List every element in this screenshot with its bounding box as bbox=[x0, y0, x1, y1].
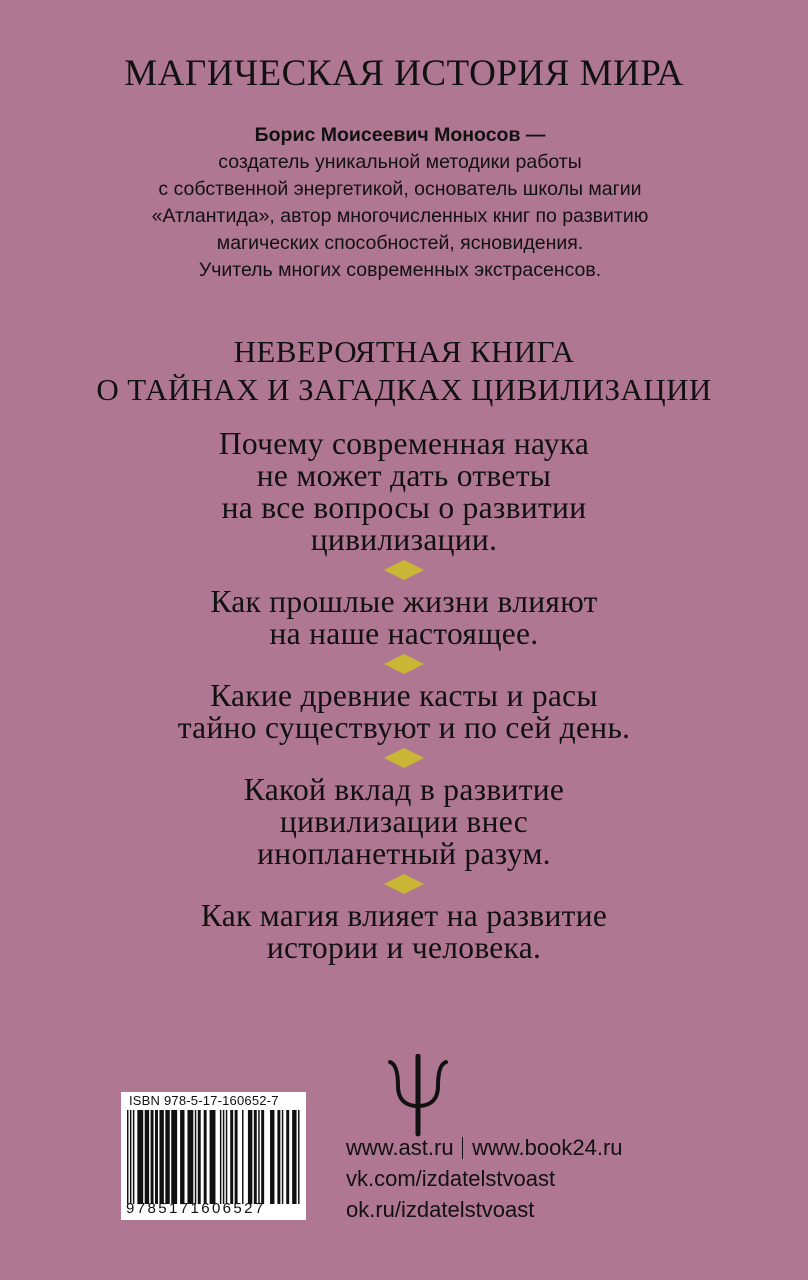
barcode-bar bbox=[210, 1110, 216, 1204]
question-line: инопланетный разум. bbox=[257, 836, 551, 871]
diamond-separator-icon bbox=[384, 560, 424, 580]
barcode-bar bbox=[165, 1110, 169, 1204]
divider bbox=[462, 1137, 464, 1159]
diamond-separator-icon bbox=[384, 654, 424, 674]
question-line: на все вопросы о развитии bbox=[221, 490, 587, 525]
author-name: Борис Моисеевич Моносов — bbox=[254, 124, 546, 146]
question-line: на наше настоящее. bbox=[269, 616, 539, 651]
publisher-links bbox=[346, 1132, 623, 1225]
question-item bbox=[0, 680, 808, 744]
barcode-bar bbox=[145, 1110, 149, 1204]
author-bio-line: с собственной энергетикой, основатель школы магии bbox=[158, 178, 642, 200]
barcode-bar bbox=[171, 1110, 177, 1204]
barcode-bar bbox=[286, 1110, 289, 1204]
headline-line: О ТАЙНАХ И ЗАГАДКАХ ЦИВИЛИЗАЦИИ bbox=[96, 372, 712, 407]
website-ast-link[interactable]: www.ast.ru bbox=[346, 1135, 454, 1160]
question-line: истории и человека. bbox=[266, 930, 542, 965]
barcode-bars bbox=[127, 1110, 301, 1204]
diamond-separator-icon bbox=[384, 748, 424, 768]
headline bbox=[0, 333, 808, 409]
barcode-bar bbox=[292, 1110, 296, 1204]
barcode bbox=[121, 1092, 306, 1220]
barcode-bar bbox=[248, 1110, 252, 1204]
barcode-bar bbox=[277, 1110, 280, 1204]
barcode-bar bbox=[298, 1110, 299, 1204]
question-line: не может дать ответы bbox=[256, 458, 552, 493]
barcode-bar bbox=[282, 1110, 283, 1204]
author-bio-line: магических способностей, ясновидения. bbox=[216, 232, 584, 254]
question-line: Какой вклад в развитие bbox=[243, 772, 565, 807]
question-line: Как магия влияет на развитие bbox=[200, 898, 608, 933]
website-book24-link[interactable]: www.book24.ru bbox=[472, 1135, 623, 1160]
question-line: Какие древние касты и расы bbox=[210, 678, 598, 713]
barcode-bar bbox=[261, 1110, 264, 1204]
barcode-bar bbox=[151, 1110, 154, 1204]
barcode-bar bbox=[155, 1110, 158, 1204]
question-line: цивилизации внес bbox=[279, 804, 529, 839]
barcode-bar bbox=[242, 1110, 243, 1204]
author-bio-line: Учитель многих современных экстрасенсов. bbox=[198, 259, 602, 281]
author-bio-line: «Атлантида», автор многочисленных книг по развитию bbox=[151, 205, 649, 227]
question-item bbox=[0, 900, 808, 964]
headline-line: НЕВЕРОЯТНАЯ КНИГА bbox=[233, 334, 575, 369]
barcode-bar bbox=[187, 1110, 193, 1204]
question-line: тайно существуют и по сей день. bbox=[177, 710, 631, 745]
barcode-bar bbox=[204, 1110, 207, 1204]
vk-link[interactable]: vk.com/izdatelstvoast bbox=[346, 1166, 556, 1191]
website-row bbox=[346, 1132, 623, 1163]
question-line: Как прошлые жизни влияют bbox=[210, 584, 598, 619]
author-bio-line: создатель уникальной методики работы bbox=[218, 151, 582, 173]
barcode-bar bbox=[127, 1110, 128, 1204]
barcode-bar bbox=[220, 1110, 221, 1204]
isbn-label: ISBN 978-5-17-160652-7 bbox=[129, 1093, 279, 1108]
question-item bbox=[0, 586, 808, 650]
barcode-bar bbox=[195, 1110, 196, 1204]
barcode-bar bbox=[180, 1110, 184, 1204]
barcode-bar bbox=[159, 1110, 163, 1204]
diamond-separator-icon bbox=[384, 874, 424, 894]
barcode-bar bbox=[230, 1110, 233, 1204]
ok-link[interactable]: ok.ru/izdatelstvoast bbox=[346, 1197, 535, 1222]
barcode-bar bbox=[137, 1110, 143, 1204]
barcode-number: 9785171606527 bbox=[126, 1200, 266, 1217]
psi-icon bbox=[386, 1054, 450, 1138]
barcode-bar bbox=[223, 1110, 224, 1204]
barcode-bar bbox=[198, 1110, 201, 1204]
barcode-bar bbox=[258, 1110, 259, 1204]
question-item bbox=[0, 428, 808, 556]
barcode-bar bbox=[130, 1110, 131, 1204]
barcode-bar bbox=[235, 1110, 238, 1204]
book-title: МАГИЧЕСКАЯ ИСТОРИЯ МИРА bbox=[124, 53, 684, 94]
barcode-bar bbox=[270, 1110, 274, 1204]
question-line: Почему современная наука bbox=[218, 426, 590, 461]
barcode-bar bbox=[133, 1110, 134, 1204]
barcode-bar bbox=[254, 1110, 257, 1204]
author-block bbox=[120, 122, 680, 284]
question-line: цивилизации. bbox=[310, 522, 498, 557]
questions-list bbox=[0, 428, 808, 964]
barcode-bar bbox=[226, 1110, 227, 1204]
question-item bbox=[0, 774, 808, 870]
